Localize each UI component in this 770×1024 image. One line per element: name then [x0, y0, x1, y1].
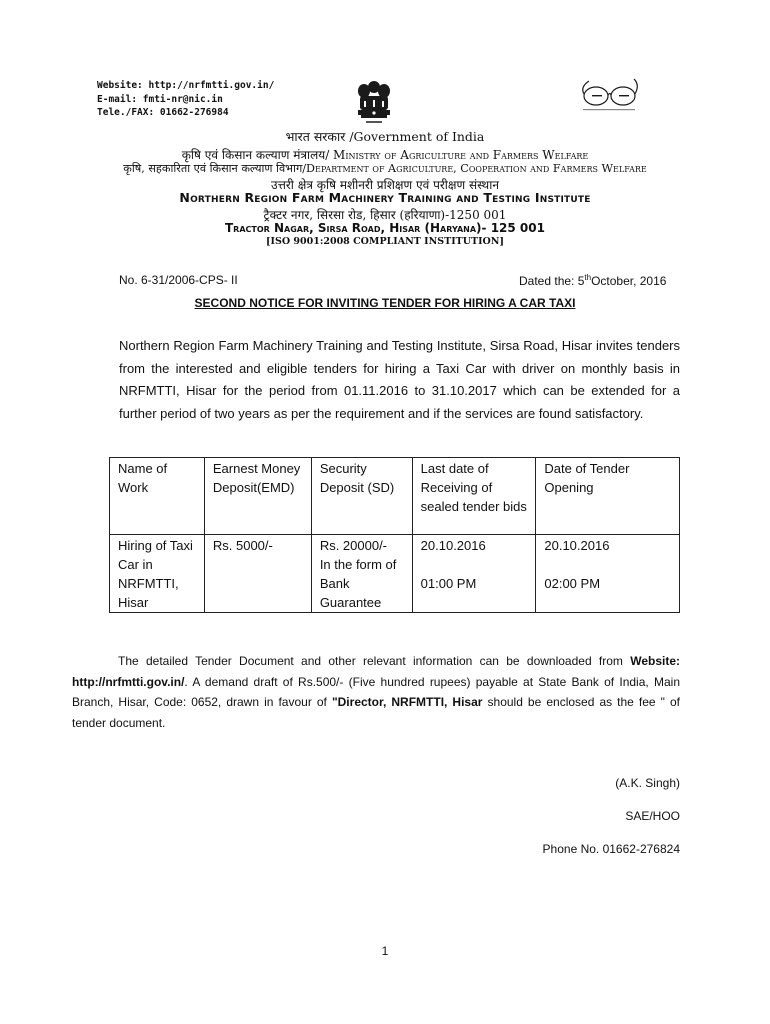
website-link[interactable]: Website: http://nrfmtti.gov.in/ [72, 654, 680, 689]
website-text: Website: http://nrfmtti.gov.in/ [97, 80, 275, 91]
date-superscript: th [584, 273, 592, 282]
reference-number: No. 6-31/2006-CPS- II [119, 273, 238, 287]
header-last-date: Last date of Receiving of sealed tender bids [412, 458, 536, 535]
telefax-text: Tele./FAX: 01662-276984 [97, 107, 229, 118]
payee-name: "Director, NRFMTTI, Hisar [331, 695, 483, 709]
cell-work: Hiring of Taxi Car in NRFMTTI, Hisar [110, 535, 205, 613]
cell-security-deposit [311, 535, 412, 613]
details-paragraph [72, 651, 680, 733]
signatory-phone: Phone No. 01662-276824 [542, 842, 680, 856]
cell-opening-date [536, 535, 680, 613]
institute-hindi-name: उत्तरी क्षेत्र कृषि मशीनरी प्रशिक्षण एवं परीक्षण संस्थान [271, 178, 499, 192]
opening-date: 20.10.2016 [544, 538, 610, 553]
department-line: कृषि, सहकारिता एवं किसान कल्याण विभाग/Department of Agriculture, Cooperation and Farmers Welfare [123, 162, 647, 175]
details-part1: The detailed Tender Document and other relevant information can be downloaded from [118, 654, 631, 668]
cell-last-date [412, 535, 536, 613]
cell-emd: Rs. 5000/- [204, 535, 311, 613]
address-english: Tractor Nagar, Sirsa Road, Hisar (Haryana)- 125 001 [225, 221, 545, 235]
government-line: भारत सरकार /Government of India [285, 129, 485, 144]
table-row [110, 535, 680, 613]
opening-time: 02:00 PM [544, 576, 601, 591]
details-part3: should be enclosed as the fee " of tender document. [72, 695, 680, 730]
header-name-of-work: Name of Work [110, 458, 205, 535]
ministry-line: कृषि एवं किसान कल्याण मंत्रालय/ Ministry of Agriculture and Farmers Welfare [181, 148, 589, 162]
institute-english-name: Northern Region Farm Machinery Training and Testing Institute [179, 190, 591, 205]
signatory-designation: SAE/HOO [625, 809, 680, 823]
email-text: E-mail: fmti-nr@nic.in [97, 93, 223, 105]
date-suffix: October, 2016 [591, 274, 667, 288]
sd-form: In the form of Bank Guarantee [319, 557, 397, 610]
details-part2: . A demand draft of Rs.500/- (Five hundred rupees) payable at State Bank of India, Main Branch, Hisar, Code: 0652, drawn in favour of [72, 674, 680, 709]
notice-date [519, 273, 666, 288]
contact-block [97, 79, 274, 120]
state-emblem-icon [352, 79, 396, 129]
page-number: 1 [381, 944, 389, 958]
header-opening-date: Date of Tender Opening [536, 458, 680, 535]
header-security-deposit: Security Deposit (SD) [311, 458, 412, 535]
tender-table [109, 457, 680, 613]
swachh-bharat-logo-icon [577, 73, 643, 115]
address-hindi: ट्रैक्टर नगर, सिरसा रोड, हिसार (हरियाणा)-1250 001 [263, 208, 507, 222]
date-prefix: Dated the: 5 [519, 274, 585, 288]
sd-amount: Rs. 20000/- [319, 538, 388, 553]
iso-certification: [ISO 9001:2008 COMPLIANT INSTITUTION] [266, 236, 504, 247]
intro-paragraph: Northern Region Farm Machinery Training and Testing Institute, Sirsa Road, Hisar invites tenders from the interested and eligible tenders for hiring a Taxi Car with driver on monthly basis in NRFMTTI, Hisar for the period from 01.11.2016 to 31.10.2017 which can be extended for a further period of two years as per the requirement and if the services are found satisfactory. [119, 338, 680, 421]
last-date: 20.10.2016 [420, 538, 486, 553]
signatory-name: (A.K. Singh) [615, 776, 680, 790]
last-time: 01:00 PM [420, 576, 477, 591]
header-emd: Earnest Money Deposit(EMD) [204, 458, 311, 535]
table-header-row [110, 458, 680, 535]
notice-title: SECOND NOTICE FOR INVITING TENDER FOR HIRING A CAR TAXI [194, 296, 576, 310]
